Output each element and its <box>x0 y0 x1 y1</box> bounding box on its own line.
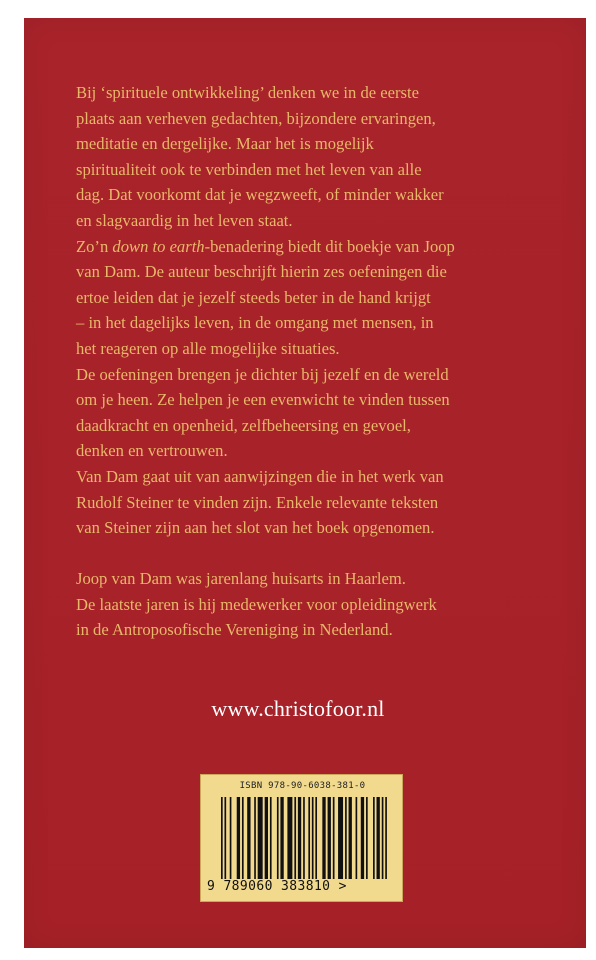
barcode-bar <box>315 797 317 879</box>
blurb-text <box>76 80 556 643</box>
barcode-bar <box>366 797 368 879</box>
barcode-bar <box>221 797 223 879</box>
blurb-italic-phrase: down to earth <box>112 236 205 256</box>
barcode-bar <box>280 797 283 879</box>
barcode-bar <box>338 797 343 879</box>
barcode-bar <box>303 797 305 879</box>
barcode-bar <box>242 797 244 879</box>
barcode-bar <box>333 797 335 879</box>
barcode-bar <box>349 797 352 879</box>
isbn-number: ISBN 978-90-6038-381-0 <box>239 781 366 791</box>
blurb-line: daadkracht en openheid, zelfbeheersing en gevoel, <box>76 415 411 435</box>
barcode-bar <box>385 797 387 879</box>
barcode-bar <box>377 797 380 879</box>
barcode-bar <box>230 797 232 879</box>
barcode-bar <box>277 797 279 879</box>
author-bio <box>76 566 556 643</box>
blurb-line: om je heen. Ze helpen je een evenwicht te vinden tussen <box>76 390 450 410</box>
barcode-bar <box>308 797 310 879</box>
blurb-paragraph-3 <box>76 362 556 464</box>
blurb-line <box>76 234 556 260</box>
barcode-bar <box>237 797 240 879</box>
blurb-line: en slagvaardig in het leven staat. <box>76 210 293 230</box>
blurb-line: dag. Dat voorkomt dat je wegzweeft, of minder wakker <box>76 185 444 205</box>
barcode-bar <box>373 797 375 879</box>
blurb-paragraph-4 <box>76 464 556 541</box>
blurb-line: meditatie en dergelijke. Maar het is mogelijk <box>76 134 374 154</box>
blurb-line: ertoe leiden dat je jezelf steeds beter in de hand krijgt <box>76 287 431 307</box>
barcode-bar <box>270 797 272 879</box>
blurb-line: Rudolf Steiner te vinden zijn. Enkele relevante teksten <box>76 492 439 512</box>
blurb-line: De oefeningen brengen je dichter bij jezelf en de wereld <box>76 364 449 384</box>
barcode-bar <box>345 797 347 879</box>
blurb-line: denken en vertrouwen. <box>76 441 228 461</box>
bio-line: De laatste jaren is hij medewerker voor opleidingwerk <box>76 594 437 614</box>
blurb-line: plaats aan verheven gedachten, bijzondere ervaringen, <box>76 108 436 128</box>
blurb-line: Bij ‘spirituele ontwikkeling’ denken we in de eerste <box>76 83 419 102</box>
barcode-bar <box>265 797 268 879</box>
ean-digits: 9 789060 383810 > <box>207 879 347 894</box>
blurb-line: het reageren op alle mogelijke situaties. <box>76 338 340 358</box>
blurb-suffix: -benadering biedt dit boekje van Joop <box>204 236 455 256</box>
barcode-bar <box>382 797 384 879</box>
barcode-bars <box>221 797 387 879</box>
blurb-line: – in het dagelijks leven, in de omgang met mensen, in <box>76 313 434 333</box>
barcode-bar <box>287 797 292 879</box>
barcode-bar <box>356 797 358 879</box>
barcode-bar <box>224 797 226 879</box>
barcode-bar <box>247 797 250 879</box>
blurb-line: van Dam. De auteur beschrijft hierin zes oefeningen die <box>76 262 447 282</box>
barcode-label <box>200 774 403 902</box>
blurb-prefix: Zo’n <box>76 236 113 256</box>
blurb-line: Van Dam gaat uit van aanwijzingen die in het werk van <box>76 466 444 486</box>
barcode-bar <box>312 797 314 879</box>
blurb-line: spiritualiteit ook te verbinden met het leven van alle <box>76 159 422 179</box>
bio-line: Joop van Dam was jarenlang huisarts in Haarlem. <box>76 569 406 589</box>
barcode-bar <box>322 797 325 879</box>
blurb-line: van Steiner zijn aan het slot van het boek opgenomen. <box>76 518 435 538</box>
barcode-bar <box>361 797 364 879</box>
blurb-paragraph-2 <box>76 234 556 362</box>
publisher-website[interactable]: www.christofoor.nl <box>211 696 385 721</box>
barcode-bar <box>258 797 263 879</box>
bio-line: in de Antroposofische Vereniging in Nederland. <box>76 620 393 640</box>
barcode-bar <box>298 797 301 879</box>
barcode-bar <box>328 797 331 879</box>
barcode-bar <box>294 797 296 879</box>
barcode-bar <box>254 797 256 879</box>
blurb-paragraph-1 <box>76 80 556 234</box>
